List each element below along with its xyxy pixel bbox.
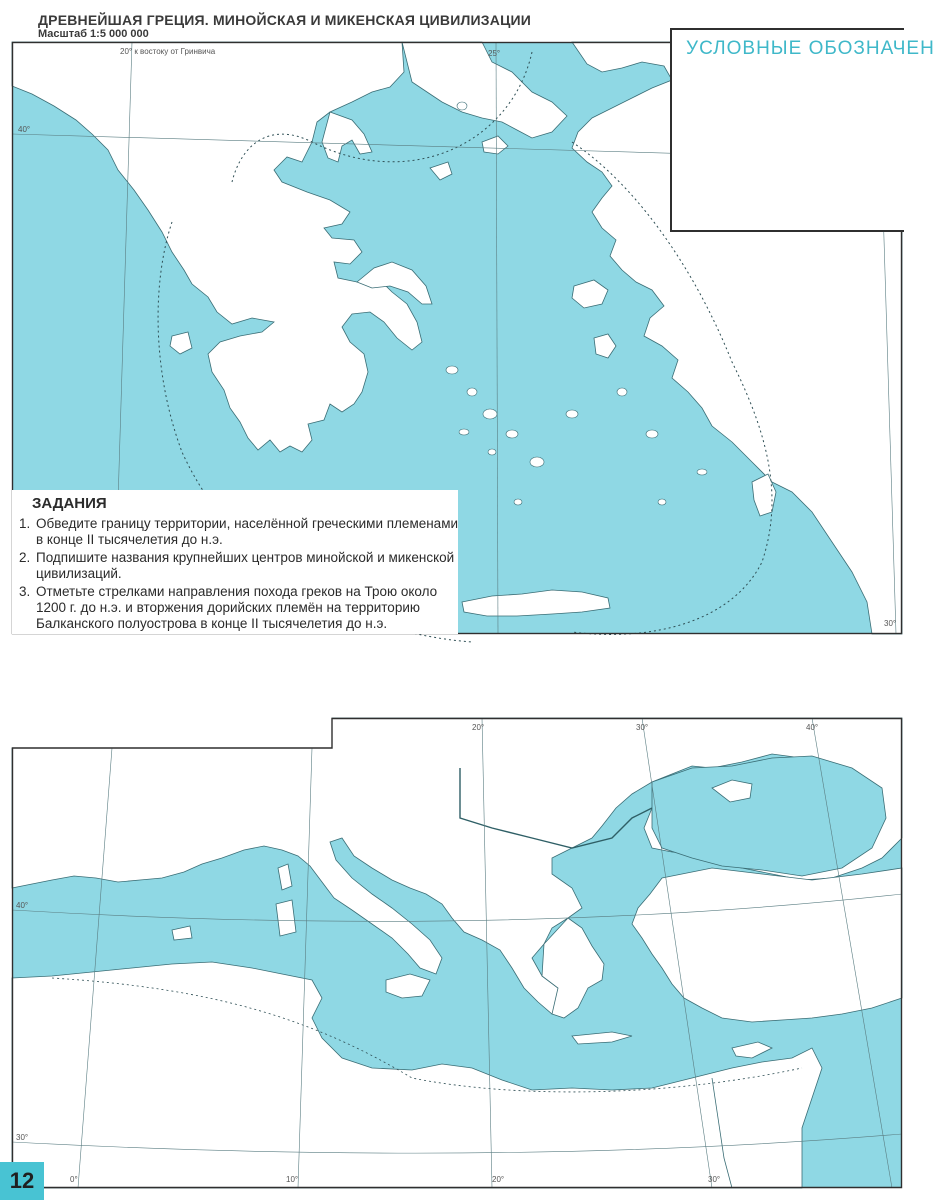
map1-lon30-label: 30°	[884, 619, 897, 628]
map2-lon20-label: 20°	[472, 723, 485, 732]
map1-lat40-label: 40°	[18, 125, 31, 134]
map2-lon0-label: 0°	[70, 1175, 78, 1184]
map2-svg	[12, 718, 902, 1188]
sardinia	[276, 900, 296, 936]
map2-lon30-label: 30°	[636, 723, 649, 732]
tasks-title: ЗАДАНИЯ	[32, 495, 107, 512]
legend-box	[670, 28, 935, 232]
map2-lon40-label: 40°	[806, 723, 819, 732]
map2-lat30-label: 30°	[16, 1133, 29, 1142]
map2-lon30b-label: 30°	[708, 1175, 721, 1184]
tasks-panel	[12, 490, 458, 634]
map1-lon25-label: 25°	[488, 49, 501, 58]
map1-scale: Масштаб 1:5 000 000	[38, 28, 149, 40]
task-item: 3. Отметьте стрелками направления похода греков на Трою около 1200 г. до н.э. и вторжения дорийских племён на территорию Балканского полуострова в конце II тысячелетия до н.э.	[34, 584, 458, 632]
map2-frame	[12, 718, 902, 1188]
map1-meridian-note: 20° к востоку от Гринвича	[120, 47, 216, 56]
tasks-list	[12, 516, 458, 632]
task-item: 2. Подпишите названия крупнейших центров минойской и микенской цивилизаций.	[34, 550, 458, 582]
map2-lon10-label: 10°	[286, 1175, 299, 1184]
map2-title-notch	[12, 718, 332, 748]
map2-lat40-label: 40°	[16, 901, 29, 910]
map2-lon20b-label: 20°	[492, 1175, 505, 1184]
page-number: 12	[0, 1162, 44, 1200]
legend-title: УСЛОВНЫЕ ОБОЗНАЧЕН	[686, 38, 935, 59]
map1-title: ДРЕВНЕЙШАЯ ГРЕЦИЯ. МИНОЙСКАЯ И МИКЕНСКАЯ ЦИВИЛИЗАЦИИ	[38, 12, 532, 28]
task-item: 1. Обведите границу территории, населённой греческими племенами в конце II тысячелетия до н.э.	[34, 516, 458, 548]
